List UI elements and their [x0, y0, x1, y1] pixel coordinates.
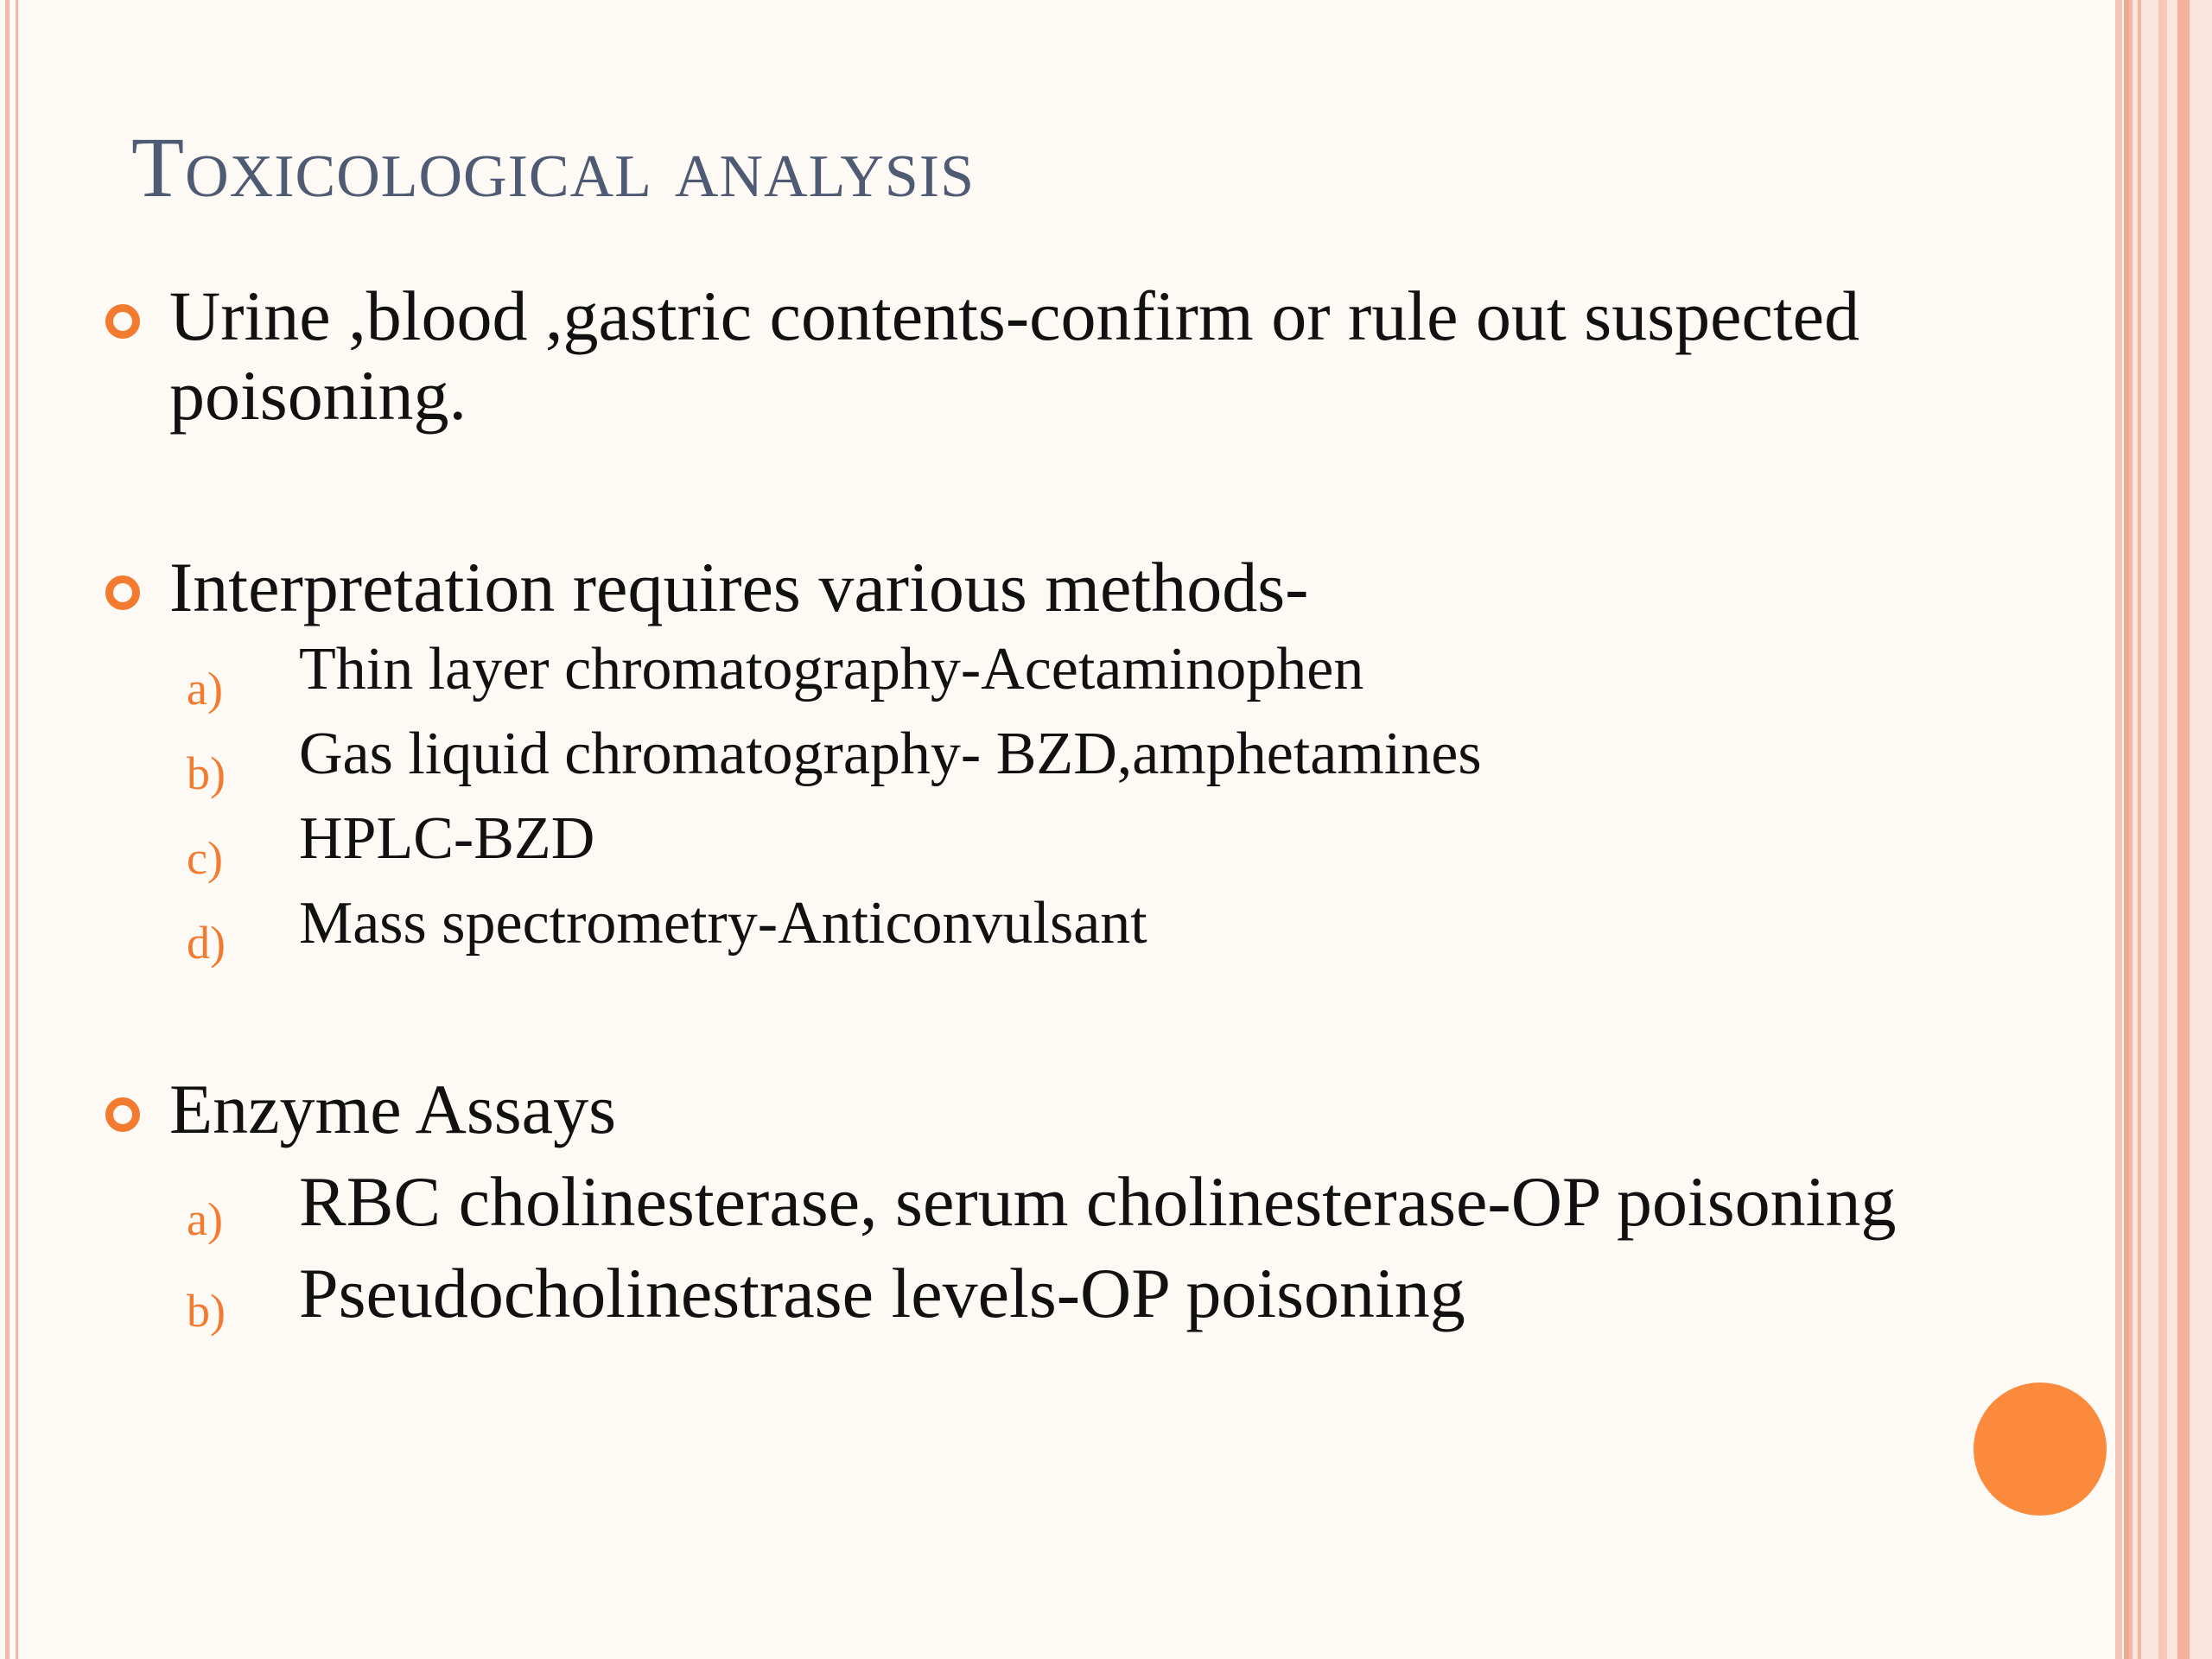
sub-item-text: Mass spectrometry-Anticonvulsant: [299, 890, 1147, 957]
right-border-line: [2124, 0, 2129, 1659]
bullet-text: Interpretation requires various methods-: [169, 548, 1309, 626]
ring-bullet-icon: [105, 304, 140, 339]
bullet-item: [104, 548, 2048, 627]
sub-item-label: b): [187, 747, 226, 799]
slide-content: [104, 276, 2048, 1337]
left-border-line: [5, 0, 10, 1659]
bullet-item: [104, 1070, 2048, 1149]
sub-item-text: Gas liquid chromatography- BZD,amphetamines: [299, 721, 1482, 787]
sub-list-item: [104, 712, 2048, 797]
sub-item-label: a): [187, 663, 223, 715]
sub-list-item: [104, 797, 2048, 884]
sub-item-text: Thin layer chromatography-Acetaminophen: [299, 636, 1364, 702]
left-border-line: [16, 0, 18, 1659]
sub-list-item: [104, 1161, 2010, 1243]
right-border-line: [2177, 0, 2190, 1659]
sub-list-item: [104, 627, 2048, 715]
sub-item-label: c): [187, 832, 223, 884]
sub-item-label: a): [187, 1193, 223, 1245]
ring-bullet-icon: [105, 1097, 140, 1132]
right-border-line: [2158, 0, 2167, 1659]
sub-item-text: RBC cholinesterase, serum cholinesterase-OP poisoning: [299, 1162, 1897, 1241]
sub-item-text: HPLC-BZD: [299, 805, 595, 872]
bullet-text: Enzyme Assays: [169, 1070, 616, 1148]
sub-item-label: b): [187, 1285, 226, 1337]
decorative-circle: [1974, 1382, 2107, 1516]
sub-list-item: [104, 881, 2048, 969]
bullet-item: [104, 276, 2048, 435]
ring-bullet-icon: [105, 575, 140, 610]
sub-item-label: d): [187, 917, 226, 969]
sub-item-text: Pseudocholinestrase levels-OP poisoning: [299, 1254, 1465, 1332]
right-border-line: [2138, 0, 2141, 1659]
bullet-text: Urine ,blood ,gastric contents-confirm or rule out suspected poisoning.: [169, 276, 1860, 435]
sub-list-item: [104, 1253, 2048, 1337]
slide-title: Toxicological analysis: [131, 119, 976, 215]
